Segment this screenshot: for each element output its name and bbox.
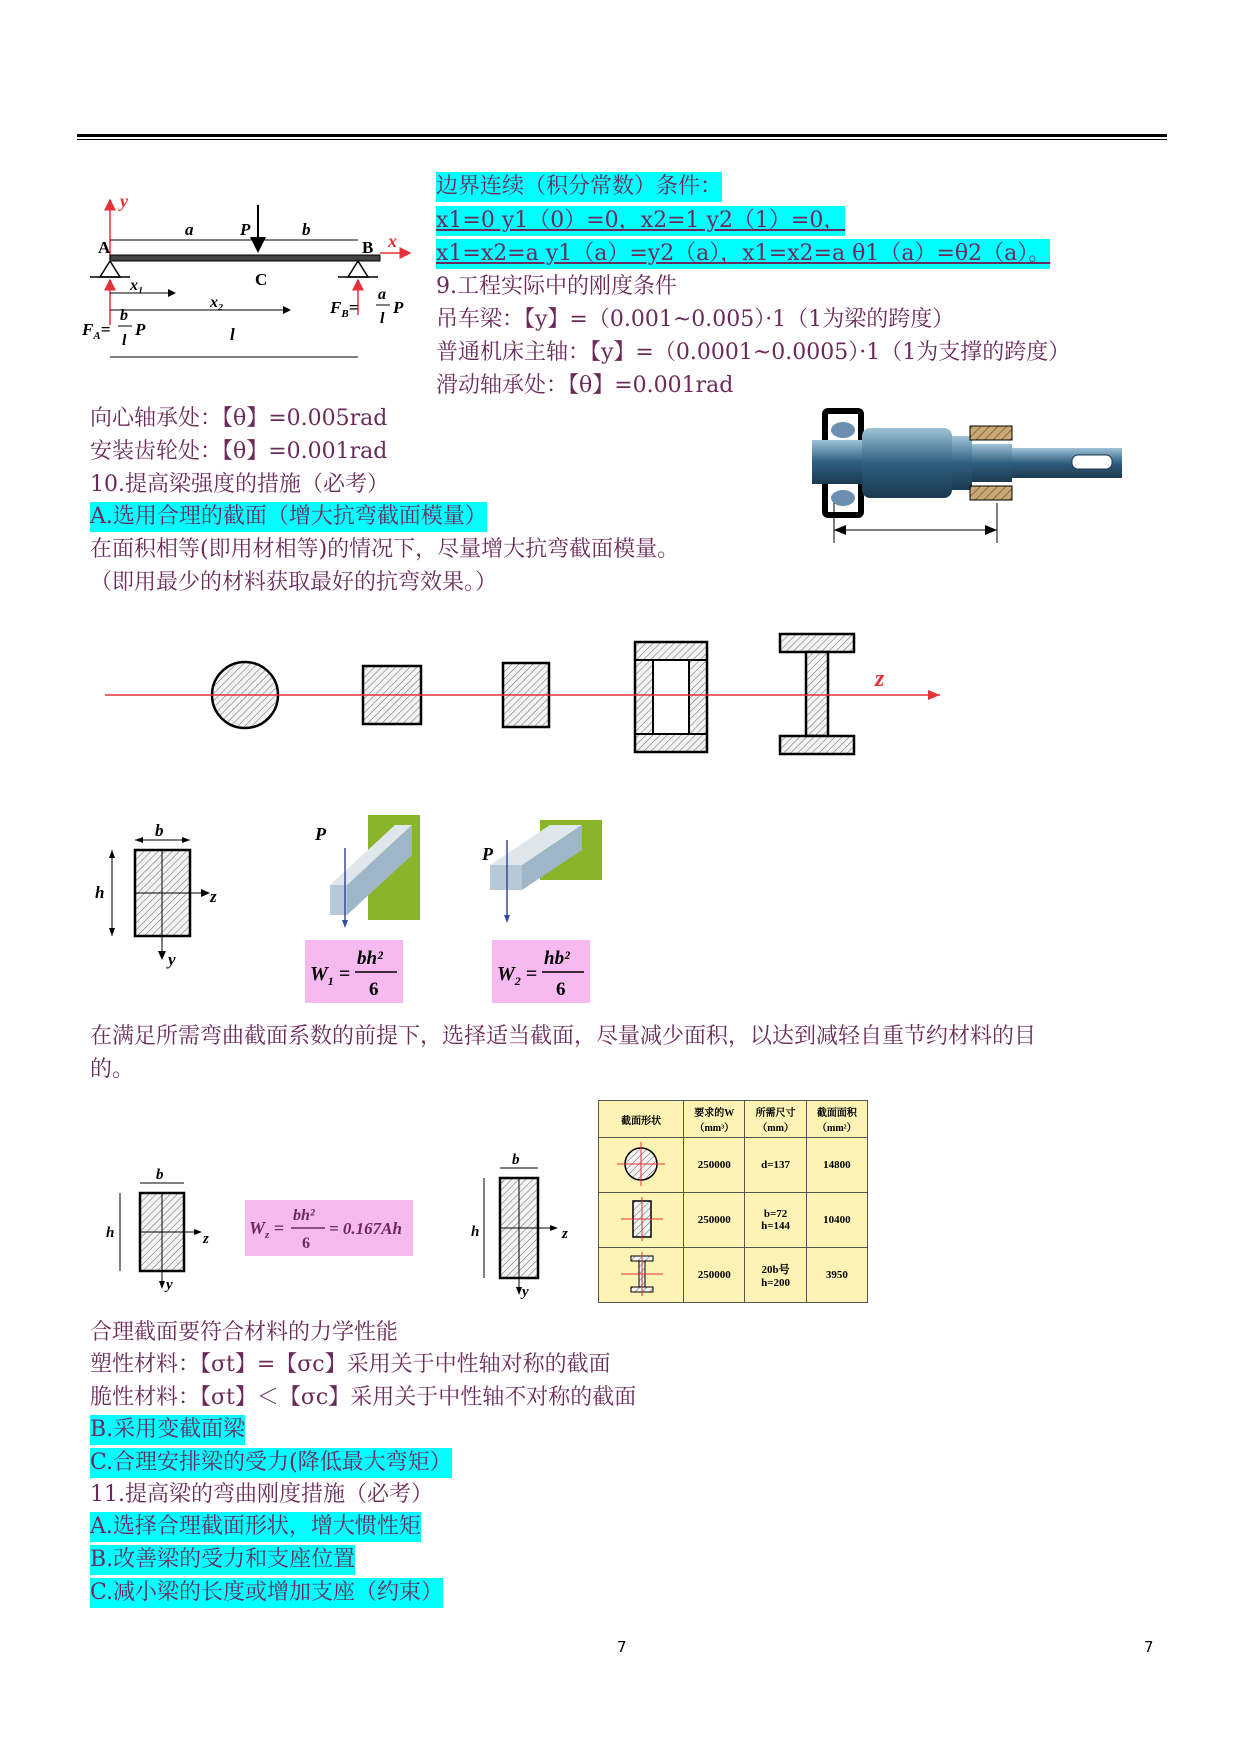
load-p-label-1: P — [315, 824, 326, 844]
dim-b-label-3: b — [512, 1152, 520, 1168]
svg-text:Wz =: $W_z$ = — [249, 1218, 285, 1241]
section-box — [635, 642, 707, 752]
beam-dim-l: l — [230, 325, 235, 344]
svg-text:bh²: bh² — [357, 948, 383, 969]
reaction-fa-den: l — [122, 332, 127, 349]
reaction-fb-label: $F_B=$ — [330, 298, 359, 320]
section-i-beam — [780, 634, 854, 754]
simply-supported-beam-diagram — [80, 185, 420, 365]
row1-wz: 250000 — [684, 1138, 745, 1193]
section-10-a: A.选用合理的截面（增大抗弯截面模量） — [90, 502, 487, 532]
section-10-b: B.采用变截面梁 — [90, 1415, 245, 1445]
dim-h-label-3: h — [471, 1224, 480, 1240]
brittle-material: 脆性材料：【σt】＜【σc】采用关于中性轴不对称的截面 — [90, 1385, 637, 1410]
formula-wz — [245, 1200, 413, 1256]
section-11-b: B.改善梁的受力和支座位置 — [90, 1545, 355, 1575]
dim-h-label: h — [95, 883, 105, 902]
section-11-title: 11.提高梁的弯曲刚度措施（必考） — [90, 1482, 433, 1507]
header-area: 截面面积 （mm²） — [806, 1101, 867, 1138]
beam-dim-x1: x₁ — [130, 277, 144, 294]
rect-section-bh — [90, 820, 230, 970]
radial-bearing-condition: 向心轴承处：【θ】=0.005rad — [90, 406, 388, 431]
formula-w2 — [492, 940, 590, 1003]
reaction-fa-num: b — [120, 307, 128, 324]
cross-sections-row — [100, 630, 950, 760]
section-11-a: A.选择合理截面形状，增大惯性矩 — [90, 1512, 421, 1542]
svg-text:= 0.167Ah: = 0.167Ah — [329, 1219, 402, 1238]
page-number-right: 7 — [1144, 1638, 1154, 1656]
row1-size: d=137 — [745, 1138, 806, 1193]
axis-z-label: z — [210, 887, 217, 906]
svg-text:6: 6 — [302, 1235, 310, 1252]
beam-load-p: P — [240, 220, 251, 239]
reaction-fb-p: P — [393, 298, 404, 317]
shape-rectangle-icon — [599, 1193, 684, 1248]
section-10-a-desc-1: 在面积相等(即用材相等)的情况下，尽量增大抗弯截面模量。 — [90, 537, 680, 562]
premise-line-1: 在满足所需弯曲截面系数的前提下，选择适当截面，尽量减少面积，以达到减轻自重节约材料的目 — [90, 1024, 1037, 1049]
table-row — [599, 1193, 868, 1248]
beam-dim-x2: x₂ — [210, 294, 224, 311]
boundary-line-2: x1=x2=a y1（a）=y2（a），x1=x2=a θ1（a）=θ2（a）。 — [436, 239, 1050, 269]
section-10-title: 10.提高梁强度的措施（必考） — [90, 472, 389, 497]
row2-area: 10400 — [806, 1193, 867, 1248]
beam-x-label: x — [388, 231, 397, 251]
beam-dim-a: a — [185, 220, 194, 239]
material-title: 合理截面要符合材料的力学性能 — [90, 1320, 399, 1345]
section-9-title: 9.工程实际中的刚度条件 — [436, 274, 677, 299]
section-10-c: C.合理安排梁的受力(降低最大弯矩） — [90, 1448, 452, 1478]
beam-point-c: C — [255, 270, 268, 289]
page-number-center: 7 — [617, 1638, 627, 1656]
svg-text:6: 6 — [556, 979, 566, 1000]
load-p-label-2: P — [482, 844, 493, 864]
lathe-spindle-condition: 普通机床主轴：【y】=（0.0001~0.0005）·1（1为支撑的跨度） — [436, 340, 1071, 365]
svg-text:bh²: bh² — [293, 1207, 315, 1224]
shape-i-beam-icon — [599, 1248, 684, 1303]
beam-3d-flat — [480, 810, 610, 940]
svg-text:W2 =: $W_2$ = — [497, 963, 538, 988]
header-rule-thick — [77, 134, 1167, 137]
beam-point-b: B — [362, 238, 374, 257]
premise-line-2: 的。 — [90, 1057, 135, 1082]
rect-section-small-2 — [470, 1150, 600, 1300]
svg-text:W1 =: $W_1$ = — [310, 963, 351, 988]
dim-b-label: b — [155, 821, 164, 840]
axis-y-label: y — [168, 950, 176, 969]
gear-condition: 安装齿轮处：【θ】=0.001rad — [90, 439, 388, 464]
formula-w1 — [305, 940, 403, 1003]
table-row — [599, 1248, 868, 1303]
z-axis-label: z — [875, 666, 885, 692]
row3-area: 3950 — [806, 1248, 867, 1303]
beam-dim-b: b — [302, 220, 311, 239]
beam-point-a: A — [98, 238, 111, 257]
header-size: 所需尺寸 （mm） — [745, 1101, 806, 1138]
svg-text:6: 6 — [369, 979, 379, 1000]
reaction-fb-den: l — [380, 310, 385, 327]
header-shape: 截面形状 — [599, 1101, 684, 1138]
axis-y-label-2: y — [166, 1277, 173, 1293]
section-11-c: C.减小梁的长度或增加支座（约束） — [90, 1578, 443, 1608]
reaction-fb-num: a — [378, 286, 386, 303]
shape-circle-icon — [599, 1138, 684, 1193]
axis-z-label-3: z — [562, 1226, 568, 1242]
header-wz: 要求的W （mm³） — [684, 1101, 745, 1138]
reaction-fa-label: $F_A=$ — [82, 320, 111, 342]
beam-3d-upright — [300, 810, 430, 940]
table-row — [599, 1138, 868, 1193]
reaction-fa-p: P — [135, 320, 146, 339]
crane-beam-condition: 吊车梁：【y】=（0.001~0.005）·1（1为梁的跨度） — [436, 307, 955, 332]
ductile-material: 塑性材料：【σt】=【σc】采用关于中性轴对称的截面 — [90, 1352, 611, 1377]
dim-b-label-2: b — [156, 1167, 164, 1183]
sliding-bearing-condition: 滑动轴承处：【θ】=0.001rad — [436, 373, 734, 398]
shaft-illustration — [812, 408, 1140, 548]
row3-size: 20b号 h=200 — [745, 1248, 806, 1303]
axis-z-label-2: z — [203, 1231, 209, 1247]
header-rule-thin — [77, 139, 1167, 140]
dim-h-label-2: h — [106, 1225, 115, 1241]
beam-y-label: y — [120, 191, 128, 211]
section-10-a-desc-2: （即用最少的材料获取最好的抗弯效果。） — [90, 570, 498, 595]
axis-y-label-3: y — [522, 1284, 529, 1300]
row2-size: b=72 h=144 — [745, 1193, 806, 1248]
boundary-title: 边界连续（积分常数）条件： — [436, 172, 722, 202]
row1-area: 14800 — [806, 1138, 867, 1193]
svg-text:hb²: hb² — [544, 948, 570, 969]
row3-wz: 250000 — [684, 1248, 745, 1303]
row2-wz: 250000 — [684, 1193, 745, 1248]
boundary-line-1: x1=0 y1（0）=0，x2=1 y2（1）=0， — [436, 206, 845, 236]
section-comparison-table — [598, 1100, 868, 1303]
rect-section-small-1 — [100, 1165, 230, 1295]
